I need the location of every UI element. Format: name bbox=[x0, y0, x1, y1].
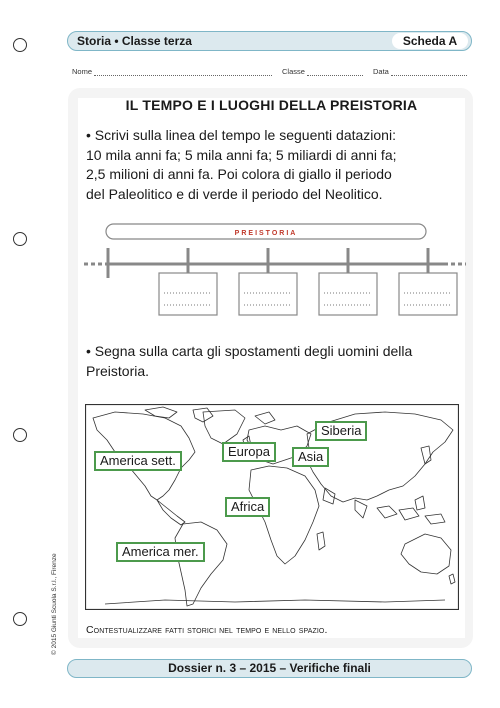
date-box-4[interactable] bbox=[399, 273, 457, 315]
instruction-line: • Scrivi sulla linea del tempo le seguenti datazioni: bbox=[86, 127, 396, 143]
date-box-2[interactable] bbox=[239, 273, 297, 315]
class-line[interactable] bbox=[307, 68, 363, 76]
date-label: Data bbox=[373, 67, 389, 76]
map-label-siberia[interactable]: Siberia bbox=[315, 421, 367, 441]
class-field[interactable] bbox=[282, 67, 363, 76]
map-label-africa[interactable]: Africa bbox=[225, 497, 270, 517]
sheet-badge: Scheda A bbox=[392, 33, 468, 49]
date-box-3[interactable] bbox=[319, 273, 377, 315]
copyright-notice: © 2015 Giunti Scuola S.r.l., Firenze bbox=[51, 553, 58, 655]
timeline-label: PREISTORIA bbox=[234, 230, 298, 237]
date-box-1[interactable] bbox=[159, 273, 217, 315]
instruction-2 bbox=[86, 342, 466, 381]
timeline bbox=[78, 218, 468, 330]
exercise-title: IL TEMPO E I LUOGHI DELLA PREISTORIA bbox=[125, 97, 418, 113]
map-label-south-america[interactable]: America mer. bbox=[116, 542, 205, 562]
binder-hole bbox=[13, 612, 27, 626]
footer-text: Dossier n. 3 – 2015 – Verifiche finali bbox=[168, 661, 371, 675]
instruction-line: • Segna sulla carta gli spostamenti degli uomini della bbox=[86, 343, 413, 359]
binder-hole bbox=[13, 232, 27, 246]
skill-statement: Contestualizzare fatti storici nel tempo e nello spazio. bbox=[86, 624, 328, 636]
instruction-1 bbox=[86, 126, 466, 204]
map-frame bbox=[86, 405, 459, 610]
name-label: Nome bbox=[72, 67, 93, 76]
date-line[interactable] bbox=[391, 68, 467, 76]
world-map bbox=[85, 404, 459, 610]
name-line[interactable] bbox=[94, 68, 272, 76]
header-subject: Storia • Classe terza bbox=[77, 34, 192, 48]
instruction-line: 2,5 milioni di anni fa. Poi colora di giallo il periodo bbox=[86, 166, 392, 182]
map-label-asia[interactable]: Asia bbox=[292, 447, 329, 467]
map-label-europe[interactable]: Europa bbox=[222, 442, 276, 462]
date-field[interactable] bbox=[373, 67, 467, 76]
instruction-line: del Paleolitico e di verde il periodo del Neolitico. bbox=[86, 185, 383, 202]
instruction-line: Preistoria. bbox=[86, 362, 150, 379]
binder-hole bbox=[13, 428, 27, 442]
binder-hole bbox=[13, 38, 27, 52]
name-field[interactable] bbox=[72, 67, 272, 76]
instruction-line: 10 mila anni fa; 5 mila anni fa; 5 miliardi di anni fa; bbox=[86, 146, 397, 163]
map-label-north-america[interactable]: America sett. bbox=[94, 451, 182, 471]
class-label: Classe bbox=[282, 67, 305, 76]
